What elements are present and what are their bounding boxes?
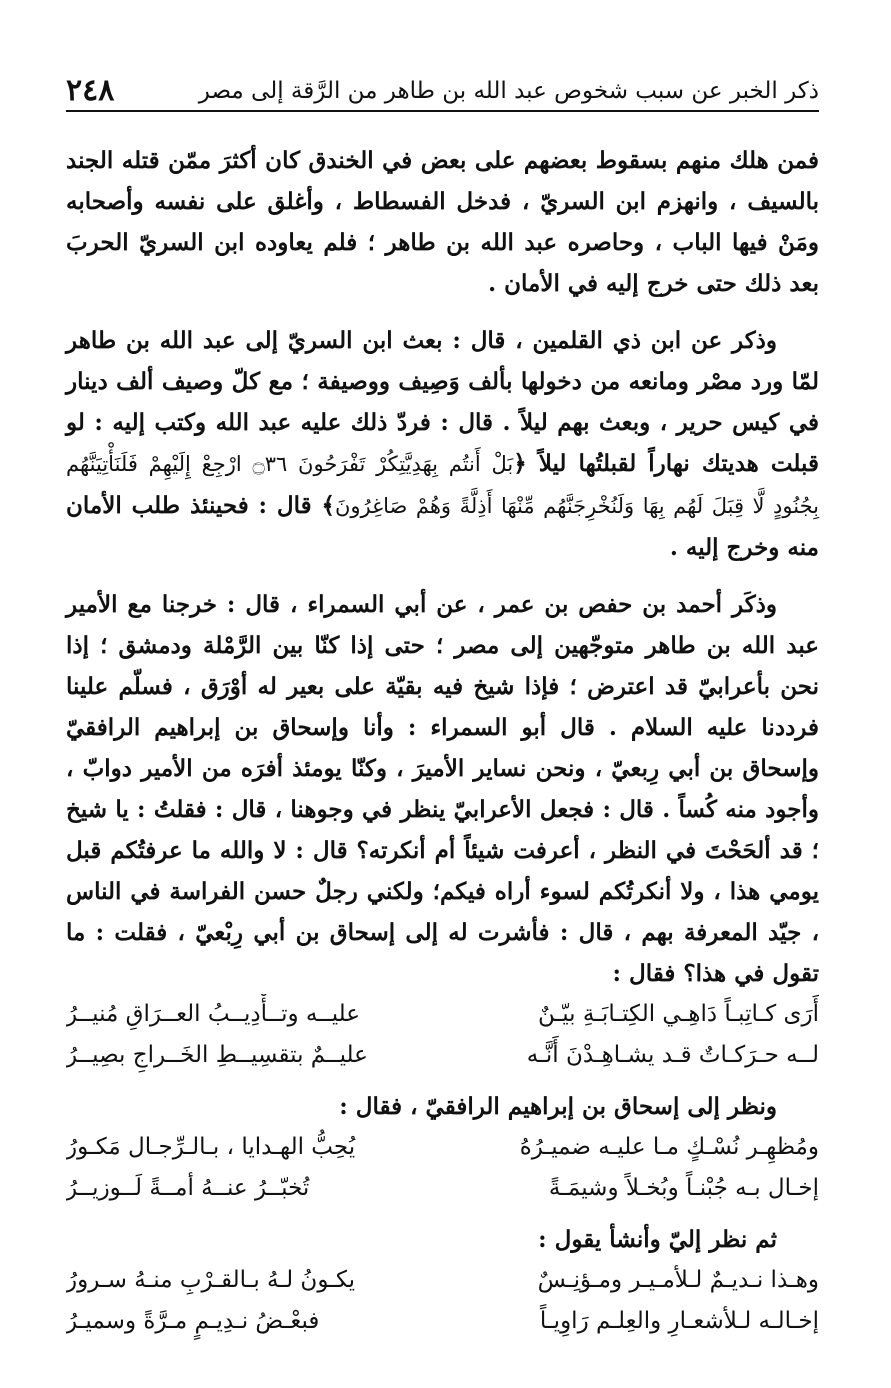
page-header	[66, 66, 819, 112]
verse-second-hemistich: تُخبّــرُ عنــهُ أمــةً لَــوزيــرُ	[66, 1175, 310, 1201]
poem-intro-rafiqi: ونظر إلى إسحاق بن إبراهيم الرافقيّ ، فقال :	[339, 1093, 777, 1120]
verse-first-hemistich: إخـال بـه جُبْنـاً وبُخـلاً وشيمَـةً	[548, 1175, 819, 1201]
verse-first-hemistich: إخـالـه لـلأشعـارِ والعِلـم رَاوِيـاً	[539, 1308, 819, 1334]
quran-open-bracket: ﴿	[513, 450, 527, 477]
page-body	[66, 140, 819, 1342]
verse-second-hemistich: عليــمٌ بتقسِيــطِ الخَــراجِ بصِيــرُ	[66, 1042, 368, 1068]
running-title: ذكر الخبر عن سبب شخوص عبد الله بن طاهر من الرَّقة إلى مصر	[198, 78, 819, 104]
poem-second	[66, 1127, 819, 1209]
verse-line	[66, 994, 819, 1035]
verse-line	[66, 1127, 819, 1168]
poem-intro-narrator: ثم نظر إليّ وأنشأ يقول :	[538, 1226, 777, 1253]
quran-close-bracket: ﴾	[321, 492, 335, 519]
verse-second-hemistich: يُحِبُّ الهـدايا ، بـالـرِّجـال مَكـورُ	[66, 1134, 356, 1160]
verse-line	[66, 1035, 819, 1076]
poem-third	[66, 1260, 819, 1342]
paragraph-gift-ending: قال : فحينئذ طلب الأمان منه وخرج إليه .	[66, 492, 819, 561]
verse-second-hemistich: فبعْـضُ نـدِيـمٍ مـرَّةً وسميـرُ	[66, 1308, 320, 1334]
verse-first-hemistich: وهـذا نـديـمٌ لـلأمـيـر ومـؤنِـسٌ	[537, 1267, 819, 1293]
verse-line	[66, 1168, 819, 1209]
verse-first-hemistich: لــه حـرَكـاتٌ قـد يشـاهِـدْنَ أَنَّـه	[526, 1042, 819, 1068]
paragraph-bedouin: وذكَر أحمد بن حفص بن عمر ، عن أبي السمراء ، قال : خرجنا مع الأمير عبد الله بن طاهر متوجّهين إلى مصر ؛ حتى إذا كنّا بين الرَّمْلة ودمشق ؛ إذا نحن بأعرابيّ قد اعترض ؛ فإذا شيخ فيه بقيّة على بعير له أوْرَق ، فسلّم علينا فرددنا عليه السلام . قال أبو السمراء : وأنا وإسحاق بن إبراهيم الرافقيّ وإسحاق بن أبي رِبعيّ ، ونحن نساير الأميرَ ، وكنّا يومئذ أفرَه من الأمير دوابّ ، وأجود منه كُساً . قال : فجعل الأعرابيّ ينظر في وجوهنا ، قال : فقلتُ : يا شيخ ؛ قد ألحَحْتَ في النظر ، أعرفت شيئاً أم أنكرته؟ قال : لا والله ما عرفتُكم قبل يومي هذا ، ولا أنكرتُكم لسوء أراه فيكم؛ ولكني رجلٌ حسن الفراسة في الناس ، جيّد المعرفة بهم ، قال : فأشرت له إلى إسحاق بن أبي رِبْعيّ ، فقلت : ما تقول في هذا؟ فقال :	[66, 591, 819, 987]
verse-line	[66, 1260, 819, 1301]
paragraph-battle: فمن هلك منهم بسقوط بعضهم على بعض في الخندق كان أكثرَ ممّن قتله الجند بالسيف ، وانهزم ابن السريّ ، فدخل الفسطاط ، وأغلق على نفسه وأصحابه ومَنْ فيها الباب ، وحاصره عبد الله بن طاهر ؛ فلم يعاوده ابن السريّ الحربَ بعد ذلك حتى خرج إليه في الأمان .	[66, 147, 820, 297]
paragraph-gift	[66, 320, 819, 568]
verse-second-hemistich: يكـونُ لـهُ بـالقـرْبِ منـهُ سـرورُ	[66, 1267, 356, 1293]
verse-first-hemistich: أَرَى كـاتِبـاً دَاهِـي الكِتـابَـةِ بيّـنٌ	[537, 1001, 819, 1027]
poem-first	[66, 994, 819, 1076]
quran-quote: بَلْ أَنتُم بِهَدِيَّتِكُرْ تَفْرَحُونَ ۝٣٦ ارْجِعْ إِلَيْهِمْ فَلَنَأْتِيَنَّهُم بِجُنُودٍ لَّا قِبَلَ لَهُم بِهَا وَلَنُخْرِجَنَّهُم مِّنْهَا أَذِلَّةً وَهُمْ صَاغِرُونَ	[66, 452, 819, 518]
verse-second-hemistich: عليــه وتــأْدِيــبُ العــرَاقِ مُنيــرُ	[66, 1001, 360, 1027]
verse-first-hemistich: ومُظهِـر نُسْـكٍ مـا عليـه ضميـرُهُ	[519, 1134, 819, 1160]
verse-line	[66, 1301, 819, 1342]
paragraph-gift-text: وذكر عن ابن ذي القلمين ، قال : بعث ابن السريّ إلى عبد الله بن طاهر لمّا ورد مصْر ومانعه من دخولها بألف وَصِيف ووصيفة ؛ مع كلّ وصيف ألف دينار في كيس حرير ، وبعث بهم ليلاً . قال : فردّ ذلك عليه عبد الله وكتب إليه : لو قبلت هديتك نهاراً لقبلتُها ليلاً	[66, 327, 819, 477]
page-number: ٢٤٨	[66, 73, 115, 108]
